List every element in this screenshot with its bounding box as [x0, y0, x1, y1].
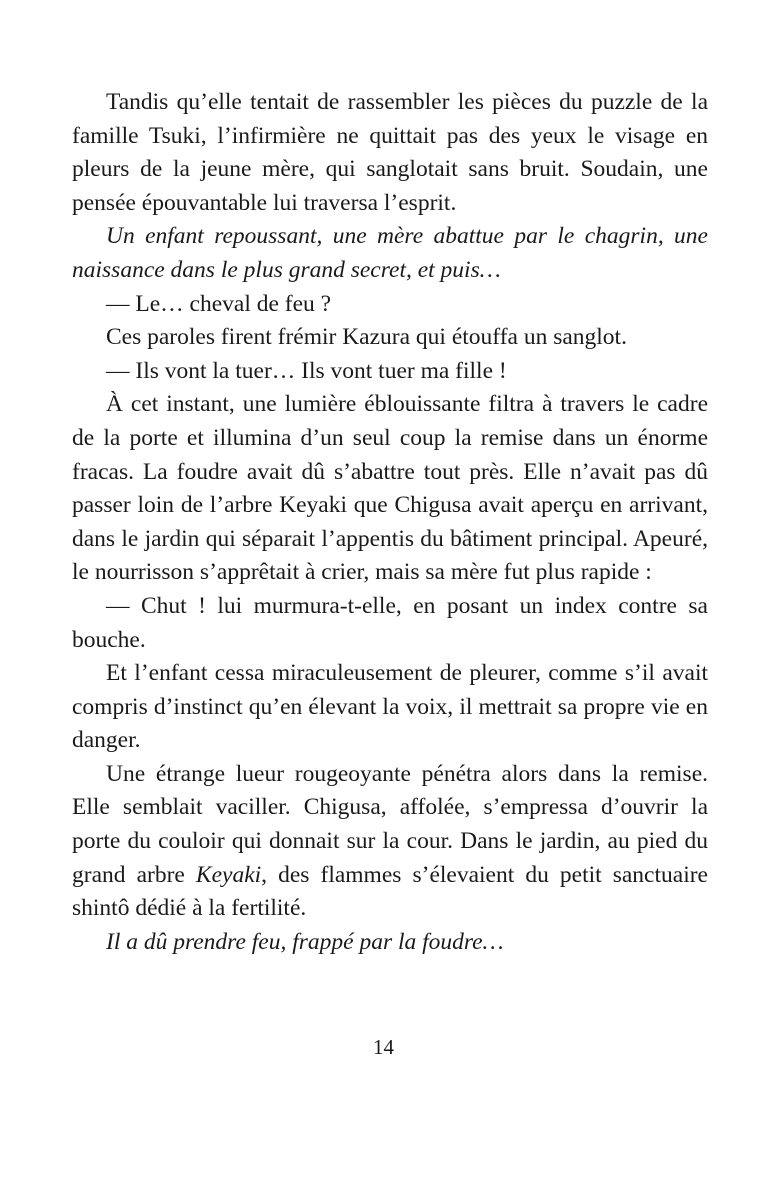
paragraph-9-text-before: Une étrange lueur rougeoyante pénétra alors dans la remise. Elle semblait vaciller. Chigusa, affolée, s’empressa d’ouvrir la porte du couloir qui donnait sur la cour. Dans le jardin, au pied du grand arbre [72, 760, 708, 888]
paragraph-5-dialogue: — Ils vont la tuer… Ils vont tuer ma fille ! [106, 357, 507, 384]
paragraph-1: Tandis qu’elle tentait de rassembler les pièces du puzzle de la famille Tsuki, l’infirmière ne quittait pas des yeux le visage en pleurs de la jeune mère, qui sanglotait sans bruit. Soudain, une pensée épouvantable lui traversa l’esprit. [72, 89, 708, 216]
paragraph-9-text-after: , des flammes s’élevaient du petit sanctuaire shintô dédié à la fertilité. [72, 861, 708, 922]
paragraph-4: Ces paroles firent frémir Kazura qui étouffa un sanglot. [106, 324, 627, 351]
paragraph-3-dialogue: — Le… cheval de feu ? [106, 290, 332, 317]
paragraph-6: À cet instant, une lumière éblouissante filtra à travers le cadre de la porte et illumina d’un seul coup la remise dans un énorme fracas. La foudre avait dû s’abattre tout près. Elle n’avait pas dû passer loin de l’arbre Keyaki que Chigusa avait aperçu en arrivant, dans le jardin qui séparait l’appentis du bâtiment principal. Apeuré, le nourrisson s’apprêtait à crier, mais sa mère fut plus rapide : [72, 391, 708, 586]
paragraph-7-dialogue: — Chut ! lui murmura-t-elle, en posant un index contre sa bouche. [72, 592, 708, 653]
paragraph-2-italic-thought: Un enfant repoussant, une mère abattue par le chagrin, une naissance dans le plus grand secret, et puis… [72, 223, 708, 283]
page-number: 14 [373, 1035, 394, 1059]
paragraph-10-italic-thought: Il a dû prendre feu, frappé par la foudre… [106, 928, 504, 955]
page-body [72, 86, 708, 959]
paragraph-9 [72, 758, 708, 926]
paragraph-8: Et l’enfant cessa miraculeusement de pleurer, comme s’il avait compris d’instinct qu’en élevant la voix, il mettrait sa propre vie en danger. [72, 660, 708, 754]
paragraph-9-emphasis: Keyaki [195, 861, 262, 888]
